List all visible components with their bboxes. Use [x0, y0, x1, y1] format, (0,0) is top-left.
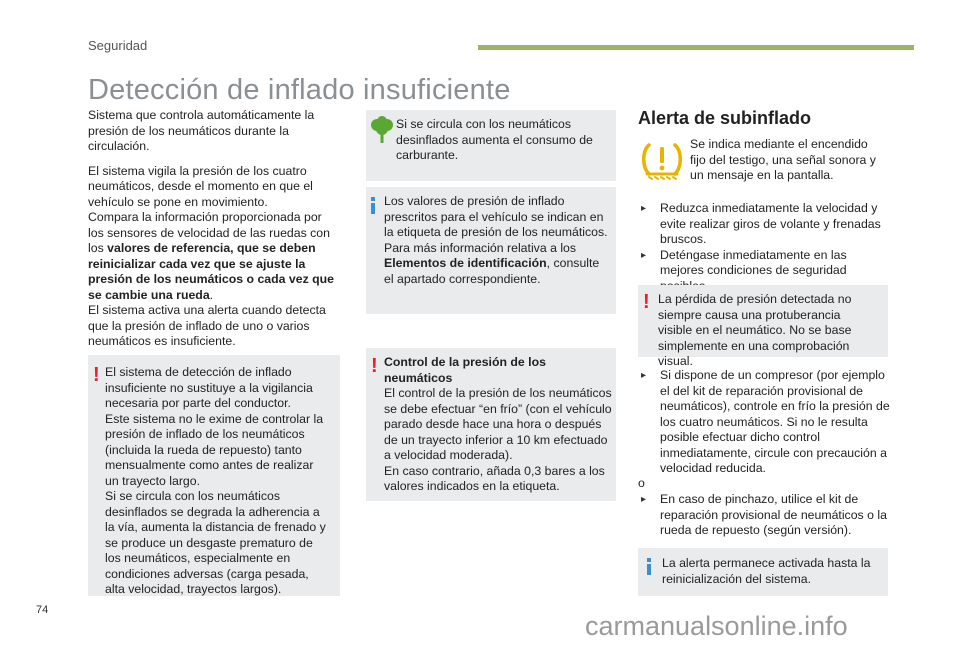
tyre-pressure-warning-icon [640, 141, 684, 181]
arrow-bullet-icon: ▸ [641, 370, 647, 381]
page-number: 74 [36, 604, 49, 616]
system-description-d: El sistema activa una alerta cuando detecta que la presión de inflado de uno o varios neumáticos es insuficiente. [88, 303, 326, 348]
arrow-bullet-icon: ▸ [641, 249, 647, 261]
eco-box-text: Si se circula con los neumáticos desinflados aumenta el consumo de carburante. [396, 117, 593, 162]
arrow-bullet-icon: ▸ [641, 203, 647, 214]
header-rule [478, 45, 914, 50]
warning-box-driver [88, 355, 340, 596]
alert-bullets-3 [638, 492, 890, 539]
alert-title: Alerta de subinflado [638, 108, 812, 128]
system-description-a: El sistema vigila la presión de los cuatro neumáticos, desde el momento en que el vehículo se pone en movimiento. [88, 163, 313, 209]
page-title: Detección de inflado insuficiente [88, 74, 511, 106]
exclamation-icon: ! [643, 291, 650, 313]
alert-bullet-text: Si dispone de un compresor (por ejemplo el del kit de reparación provisional de neumáticos), controle en frío la presión de los cuatro neumáticos. Si no le resulta posible efectuar dicho control inmediatamente, circule con precaución a velocidad reducida. [660, 368, 890, 475]
warning-pressure-check-text [384, 355, 612, 495]
info-pressure-b: Para más información relativa a los [384, 240, 577, 255]
info-box-pressure-text [384, 194, 612, 287]
alert-bullets-1 [638, 201, 890, 294]
or-label: o [638, 476, 645, 490]
info-box-pressure-values [366, 187, 616, 314]
alert-bullet [638, 492, 890, 539]
alert-bullets-2 [638, 368, 890, 477]
tree-icon [370, 116, 394, 144]
alert-bullet-text: Deténgase inmediatamente en las mejores condiciones de seguridad [660, 247, 847, 277]
intro-column [88, 108, 336, 359]
warning-pressure-check-title: Control de la presión de los neumáticos [384, 355, 546, 385]
alert-intro: Se indica mediante el encendido fijo del testigo, una señal sonora y un mensaje en la pantalla. [690, 137, 876, 182]
arrow-bullet-icon: ▸ [641, 494, 647, 505]
warning-pressure-check-b: En caso contrario, añada 0,3 bares a los valores indicados en la etiqueta. [384, 463, 605, 493]
warning-pressure-check-a: El control de la presión de los neumáticos se debe efectuar “en frío” (con el vehículo parado desde hace una hora o después de un trayecto inferior a 10 km efectuado a velocidad moderada). [384, 386, 612, 462]
warning-driver-line3: Si se circula con los neumáticos desinflados se degrada la adherencia a la vía, aumenta la distancia de frenado y se produce un desgaste prematuro de los neumáticos, especialmente en condiciones adversas (carga pesada, alta velocidad, trayectos largos). [105, 489, 326, 596]
warning-box-pressure-check [366, 348, 616, 501]
info-pressure-a: Los valores de presión de inflado prescritos para el vehículo se indican en la etiqueta de presión de los neumáticos. [384, 194, 608, 239]
watermark: carmanualsonline.info [585, 611, 848, 641]
info-alert-reset-text: La alerta permanece activada hasta la reinicialización del sistema. [662, 556, 871, 586]
info-pressure-bold: Elementos de identificación [384, 256, 547, 270]
warning-driver-line1: El sistema de detección de inflado insuficiente no sustituye a la vigilancia necesaria por parte del conductor. [105, 365, 313, 410]
warning-box-driver-text [105, 365, 330, 598]
alert-bullet [638, 368, 890, 477]
section-label: Seguridad [88, 38, 148, 53]
eco-box [366, 110, 616, 181]
info-box-alert-reset [638, 548, 888, 596]
system-description-b: Compara la información proporcionada por los sensores de velocidad de las ruedas con los [88, 210, 330, 255]
system-description [88, 164, 336, 350]
warning-box-visual-check [638, 285, 888, 368]
intro-paragraph: Sistema que controla automáticamente la presión de los neumáticos durante la circulación. [88, 108, 315, 153]
alert-bullet-text: Reduzca inmediatamente la velocidad y evite realizar giros de volante y frenadas bruscos. [660, 201, 881, 246]
alert-bullet [638, 201, 890, 248]
exclamation-icon: ! [93, 364, 100, 386]
warning-driver-line2: Este sistema no le exime de controlar la presión de inflado de los neumáticos (incluida la rueda de repuesto) tanto mensualmente como antes de realizar un trayecto largo. [105, 411, 324, 488]
exclamation-icon: ! [371, 355, 378, 377]
system-description-c: . [209, 287, 214, 302]
info-pressure-c: , consulte el apartado correspondiente. [384, 256, 600, 286]
alert-bullet-text: En caso de pinchazo, utilice el kit de reparación provisional de neumáticos o la rueda de repuesto (según versión). [660, 492, 887, 537]
system-description-bold: valores de referencia, que se deben reinicializar cada vez que se ajuste la presión de los neumáticos o cada vez que se cambie una rueda [88, 241, 335, 302]
warning-visual-check-text: La pérdida de presión detectada no siempre causa una protuberancia visible en el neumático. No se base simplemente en una comprobación visual. [658, 292, 852, 368]
